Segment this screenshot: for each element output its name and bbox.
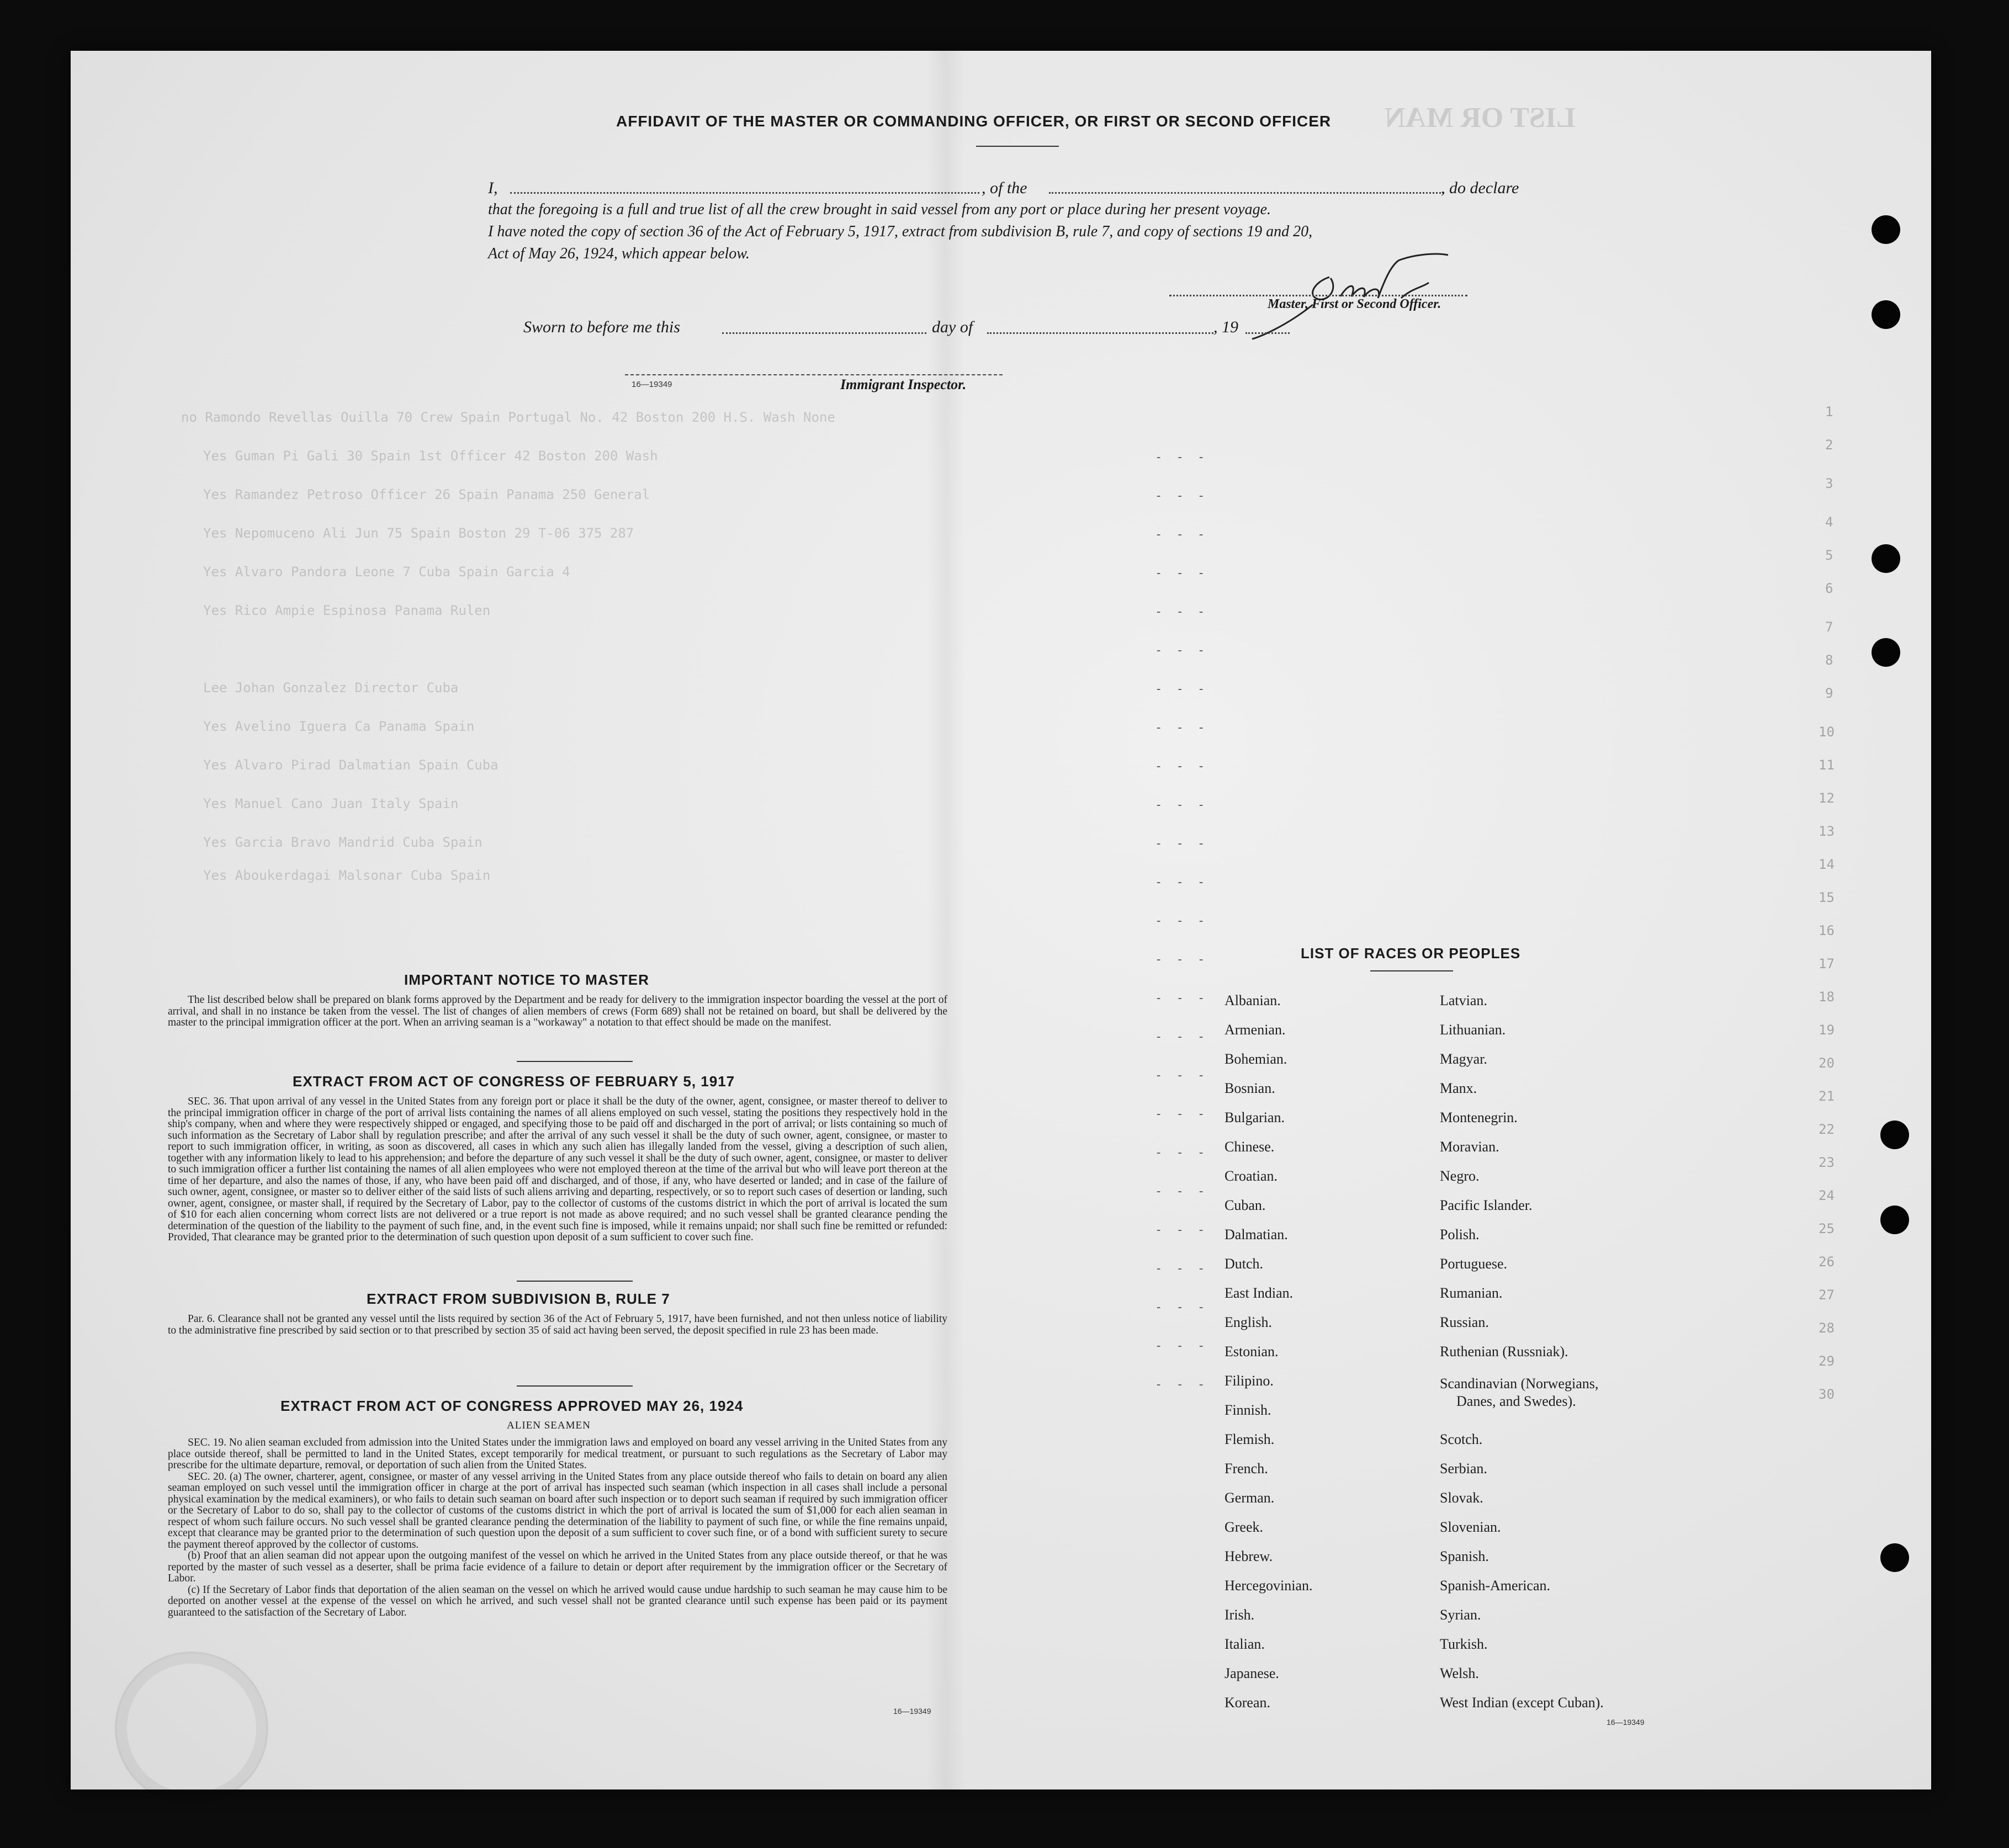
race-item: English.	[1225, 1314, 1272, 1330]
race-item: Bosnian.	[1225, 1080, 1275, 1096]
notice-body	[168, 995, 947, 1029]
race-item: East Indian.	[1225, 1285, 1294, 1301]
notice-paragraph: The list described below shall be prepared on blank forms approved by the Department and be ready for delivery to the immigration inspector boarding the vessel at the port of arrival, and shall in no instance be taken from the vessel. The list of changes of alien members of crews (Form 689) shall not be retained on board, but shall be delivered by the master to the principal immigration officer at the port. When an arriving seaman is a "workaway" a notation to that effect should be made on the manifest.	[168, 994, 947, 1028]
extract2-body	[168, 1314, 947, 1336]
notice-divider-2	[517, 1281, 633, 1282]
race-item: Welsh.	[1440, 1665, 1479, 1681]
affidavit-title: AFFIDAVIT OF THE MASTER OR COMMANDING OFFICER, OR FIRST OR SECOND OFFICER	[616, 113, 1332, 130]
race-item: Russian.	[1440, 1314, 1489, 1330]
race-item: Hercegovinian.	[1225, 1578, 1313, 1594]
race-item: Finnish.	[1225, 1402, 1271, 1418]
affidavit-body-line2: that the foregoing is a full and true list of all the crew brought in said vessel from any port or place during her present voyage.	[488, 201, 1271, 218]
race-item: Armenian.	[1225, 1022, 1286, 1038]
notice-title: IMPORTANT NOTICE TO MASTER	[404, 971, 649, 988]
race-item: Spanish.	[1440, 1548, 1489, 1564]
day-of-label: day of	[932, 318, 973, 336]
sworn-year-field[interactable]	[1245, 332, 1290, 334]
race-item: Flemish.	[1225, 1431, 1275, 1447]
race-item: Dutch.	[1225, 1256, 1264, 1272]
race-item: Turkish.	[1440, 1636, 1488, 1652]
race-item: French.	[1225, 1461, 1268, 1477]
races-form-number: 16—19349	[1607, 1718, 1645, 1727]
race-item: Croatian.	[1225, 1168, 1278, 1184]
extract3-body	[168, 1437, 947, 1618]
race-item: Slovenian.	[1440, 1519, 1501, 1535]
race-item: Montenegrin.	[1440, 1109, 1518, 1125]
embossed-seal	[115, 1651, 268, 1805]
extract2-title: EXTRACT FROM SUBDIVISION B, RULE 7	[367, 1291, 670, 1307]
vessel-name-field[interactable]	[1049, 192, 1444, 194]
affidavit-i: I,	[488, 179, 498, 197]
year-label: , 19	[1213, 318, 1238, 336]
document-sheet: LIST OR MAN AFFIDAVIT OF THE MASTER OR COMMANDING OFFICER, OR FIRST OR SECOND OFFICER I, , of the , do declare that the foregoing is a full and true list of all the crew brought in said vessel from any port or place during her present voyage. I have noted the copy of section 36 of the Act of February 5, 1917, extract from subdivision B, rule 7, and copy of sections 19 and 20, Act of May 26, 1924, which appear below. Master, First or Second Officer. Sworn to before me this day of , 19 16—19349 Immigrant Inspector. no Ramondo Revellas Ouilla 70 Crew Spain Portugal No. 42 Boston 200 H.S. Wash None Yes Guman Pi Gali 30 Spain 1st Officer 42 Boston 200 Wash Yes Ramandez Petroso Officer 26 Spain Panama 250 General Yes Nepomuceno Ali Jun 75 Spain Boston 29 T-06 375 287 Yes Alvaro Pandora Leone 7 Cuba Spain Garcia 4 Yes Rico Ampie Espinosa Panama Rulen Lee Johan Gonzalez Director Cuba Yes Avelino Iguera Ca Panama Spain Yes Alvaro Pirad Dalmatian Spain Cuba Yes Manuel Cano Juan Italy Spain Yes Garcia Bravo Mandrid Cuba Spain Yes Aboukerdagai Malsonar Cuba Spain 1 2 3 4 5 6 7 8 9 10 11 12 13 14 15 16 17 18 19 20 21 22 23 24 25 26 27 28 29 30 - - - - - - - - - - - - - - - - - - - - - - - - - - - - - - - - - - - - - - - - - - - - - - - - - - - - - - - - - - - - - - - - - - - - - - - - - - - IMPORTANT NOTICE TO MASTER The list described below shall be prepared on blank forms approved by the Department and be ready for delivery to the immigration inspector boarding the vessel at the port of arrival, and shall in no instance be taken from the vessel. The list of changes of alien members of crews (Form 689) shall not be retained on board, but shall be delivered by the master to the principal immigration officer at the port. When an arriving seaman is a "workaway" a notation to that effect should be made on the manifest. EXTRACT FROM ACT OF CONGRESS OF FEBRUARY 5, 1917 SEC. 36. That upon arrival of any vessel in the United States from any foreign port or place it shall be the duty of the owner, agent, consignee, or master thereof to deliver to the principal immigration officer in charge of the port of arrival lists containing the names of all aliens employed on such vessel, stating the positions they respectively hold in the ship's company, when and where they were respectively shipped or engaged, and specifying those to be paid off and discharged in the port of arrival; or lists containing so much of such information as the Secretary of Labor shall by regulation prescribe; and after the arrival of any such vessel it shall be the duty of such owner, agent, consignee, or master to report to such immigration officer, in writing, as soon as discovered, all cases in which any such alien has illegally landed from the vessel, giving a description of such alien, together with any information likely to lead to his apprehension; and before the departure of any such vessel it shall be the duty of such owner, agent, consignee, or master to deliver to such immigration officer a further list containing the names of all alien employees who were not employed thereon at the time of the arrival but who will leave port thereon at the time of her departure, and also the names of those, if any, who have been paid off and discharged, and of those, if any, who have deserted or landed; and in case of the failure of such owner, agent, consignee, or master so to deliver either of the said lists of such aliens arriving and departing, respectively, or so to report such cases of desertion or landing, such owner, agent, consignee, or master shall, if required by the Secretary of Labor, pay to the collector of customs of the customs district in which the port of arrival is located the sum of $10 for each alien concerning whom correct lists are not delivered or a true report is not made as above required; and no such vessel shall be granted clearance pending the determination of the question of the liability to the payment of such fine, and, in the event such fine is imposed, while it remains unpaid; nor shall such fine be remitted or refunded: Provided, That clearance may be granted prior to the determination of such question upon deposit of a sum sufficient to cover such fine. EXTRACT FROM SUBDIVISION B, RULE 7 Par. 6. Clearance shall not be granted any vessel until the lists required by section 36 of the Act of February 5, 1917, have been furnished, and not then unless notice of liability to the administrative fine prescribed by said section or to that prescribed by section 35 of said act having been served, the deposit specified in rule 23 has been made. EXTRACT FROM ACT OF CONGRESS APPROVED MAY 26, 1924 ALIEN SEAMEN SEC. 19. No alien seaman excluded from admission into the United States under the immigration laws and employed on board any vessel arriving in the United States from any place outside thereof, shall be permitted to land in the United States, except temporarily for medical treatment, or pursuant to such regulations as the Secretary of Labor may prescribe for the ultimate departure, removal, or deportation of such alien from the United States. SEC. 20. (a) The owner, charterer, agent, consignee, or master of any vessel arriving in the United States from any place outside thereof who fails to detain on board any alien seaman employed on such vessel until the immigration officer in charge at the port of arrival has inspected such seaman (which inspection in all cases shall include a personal physical examination by the medical examiners), or who fails to detain such seaman on board after such inspection or to deport such seaman if required by such immigration officer or the Secretary of Labor to do so, shall pay to the collector of customs of the customs district in which the port of arrival is located the sum of $1,000 for each alien seaman in respect of whom such failure occurs. No such vessel shall be granted clearance pending the determination of the liability to payment of such fine, or while the fine remains unpaid, except that clearance may be granted prior to the determination of such question upon the deposit of a sum sufficient to cover such fine, or of a bond with sufficient surety to secure the payment thereof approved by the collector of customs. (b) Proof that an alien seaman did not appear upon the outgoing manifest of the vessel on which he arrived in the United States from any place outside thereof, or that he was reported by the master of such vessel as a deserter, shall be prima facie evidence of a failure to detain or deport after requirement by the immigration officer or the Secretary of Labor. (c) If the Secretary of Labor finds that deportation of the alien seaman on the vessel on which he arrived would cause undue hardship to such seaman he may cause him to be deported on another vessel at the expense of the vessel on which he arrived, and such vessel shall not be granted clearance until such expense has been paid or its payment guaranteed to the satisfaction of the Secretary of Labor. 16—19349 LIST OF RACES OR PEOPLES Albanian. Armenian. Bohemian. Bosnian. Bulgarian. Chinese. Croatian. Cuban. Dalmatian. Dutch. East Indian. English. Estonian. Filipino. Finnish. Flemish. French. German. Greek. Hebrew. Hercegovinian. Irish. Italian. Japanese. Korean. Latvian. Lithuanian. Magyar. Manx. Montenegrin. Moravian. Negro. Pacific Islander. Polish. Portuguese. Rumanian. Russian. Ruthenian (Russniak). Scandinavian (Norwegians, Danes, and Swedes). Scotch. Serbian. Slovak. Slovenian. Spanish. Spanish-American. Syrian. Turkish. Welsh. West Indian (except Cuban). 16—19349	[71, 51, 1931, 1789]
race-item: Italian.	[1225, 1636, 1265, 1652]
race-item: Portuguese.	[1440, 1256, 1508, 1272]
race-item: Filipino.	[1225, 1373, 1274, 1389]
race-item: Korean.	[1225, 1695, 1271, 1711]
extract3-title: EXTRACT FROM ACT OF CONGRESS APPROVED MAY 26, 1924	[280, 1398, 744, 1414]
extract1-title: EXTRACT FROM ACT OF CONGRESS OF FEBRUARY 5, 1917	[293, 1073, 735, 1090]
signature-line	[1169, 295, 1467, 296]
race-item: Lithuanian.	[1440, 1022, 1506, 1038]
race-item: Pacific Islander.	[1440, 1197, 1533, 1213]
race-item: Rumanian.	[1440, 1285, 1503, 1301]
extract1-paragraph: SEC. 36. That upon arrival of any vessel in the United States from any foreign port or place it shall be the duty of the owner, agent, consignee, or master thereof to deliver to the principal immigration officer in charge of the port of arrival lists containing the names of all aliens employed on such vessel, stating the positions they respectively hold in the ship's company, when and where they were respectively shipped or engaged, and specifying those to be paid off and discharged in the port of arrival; or lists containing so much of such information as the Secretary of Labor shall by regulation prescribe; and after the arrival of any such vessel it shall be the duty of such owner, agent, consignee, or master to report to such immigration officer, in writing, as soon as discovered, all cases in which any such alien has illegally landed from the vessel, giving a description of such alien, together with any information likely to lead to his apprehension; and before the departure of any such vessel it shall be the duty of such owner, agent, consignee, or master to deliver to such immigration officer a further list containing the names of all alien employees who were not employed thereon at the time of the arrival but who will leave port thereon at the time of her departure, and also the names of those, if any, who have been paid off and discharged, and of those, if any, who have deserted or landed; and in case of the failure of such owner, agent, consignee, or master so to deliver either of the said lists of such aliens arriving and departing, respectively, or so to report such cases of desertion or landing, such owner, agent, consignee, or master shall, if required by the Secretary of Labor, pay to the collector of customs of the customs district in which the port of arrival is located the sum of $10 for each alien concerning whom correct lists are not delivered or a true report is not made as above required; and no such vessel shall be granted clearance pending the determination of the question of the liability to the payment of such fine, and, in the event such fine is imposed, while it remains unpaid; nor shall such fine be remitted or refunded: Provided, That clearance may be granted prior to the determination of such question upon deposit of a sum sufficient to cover such fine.	[168, 1096, 947, 1243]
notice-divider-3	[517, 1385, 633, 1387]
affidavit-body-line3: I have noted the copy of section 36 of the Act of February 5, 1917, extract from subdivision B, rule 7, and copy of sections 19 and 20,	[488, 223, 1313, 240]
extract2-paragraph: Par. 6. Clearance shall not be granted any vessel until the lists required by section 36 of the Act of February 5, 1917, have been furnished, and not then unless notice of liability to the administrative fine prescribed by said section or to that prescribed by section 35 of said act having been served, the deposit specified in rule 23 has been made.	[168, 1313, 947, 1336]
race-item: German.	[1225, 1490, 1275, 1506]
race-item: Bohemian.	[1225, 1051, 1287, 1067]
race-item: Chinese.	[1225, 1139, 1275, 1155]
race-item: Moravian.	[1440, 1139, 1499, 1155]
master-signature	[1247, 244, 1534, 343]
affidavit-of-the: , of the	[982, 179, 1027, 197]
race-item: Dalmatian.	[1225, 1226, 1288, 1242]
race-item: Scandinavian (Norwegians,	[1440, 1376, 1599, 1392]
inspector-label: Immigrant Inspector.	[840, 376, 967, 392]
race-item: Slovak.	[1440, 1490, 1483, 1506]
affidavit-body-line4: Act of May 26, 1924, which appear below.	[488, 245, 750, 262]
race-item: Japanese.	[1225, 1665, 1279, 1681]
races-title: LIST OF RACES OR PEOPLES	[1301, 945, 1521, 962]
race-item: Ruthenian (Russniak).	[1440, 1343, 1568, 1360]
race-item: Latvian.	[1440, 992, 1487, 1008]
race-item: Serbian.	[1440, 1461, 1487, 1477]
extract3-paragraph-2: SEC. 20. (a) The owner, charterer, agent, consignee, or master of any vessel arriving in the United States from any place outside thereof who fails to detain on board any alien seaman employed on such vessel until the immigration officer in charge at the port of arrival has inspected such seaman (which inspection in all cases shall include a personal physical examination by the medical examiners), or who fails to detain such seaman on board after such inspection or to deport such seaman if required by such immigration officer or the Secretary of Labor to do so, shall pay to the collector of customs of the customs district in which the port of arrival is located the sum of $1,000 for each alien seaman in respect of whom such failure occurs. No such vessel shall be granted clearance pending the determination of the liability to payment of such fine, or while the fine remains unpaid, except that clearance may be granted prior to the determination of such question upon the deposit of a sum sufficient to cover such fine, or of a bond with sufficient surety to secure the payment thereof approved by the collector of customs.	[168, 1470, 947, 1550]
race-item: Spanish-American.	[1440, 1578, 1551, 1594]
extract3-paragraph-1: SEC. 19. No alien seaman excluded from admission into the United States under the immigration laws and employed on board any vessel arriving in the United States from any place outside thereof, shall be permitted to land in the United States, except temporarily for medical treatment, or pursuant to such regulations as the Secretary of Labor may prescribe for the ultimate departure, removal, or deportation of such alien from the United States.	[168, 1437, 947, 1471]
extract3-paragraph-4: (c) If the Secretary of Labor finds that deportation of the alien seaman on the vessel on which he arrived would cause undue hardship to such seaman he may cause him to be deported on another vessel at the expense of the vessel on which he arrived, and such vessel shall not be granted clearance until such expense has been paid or its payment guaranteed to the satisfaction of the Secretary of Labor.	[168, 1584, 947, 1618]
inspector-signature-line	[625, 374, 1003, 375]
notice-form-number: 16—19349	[893, 1707, 931, 1716]
race-item: Syrian.	[1440, 1607, 1481, 1623]
race-item: Negro.	[1440, 1168, 1480, 1184]
extract3-paragraph-3: (b) Proof that an alien seaman did not appear upon the outgoing manifest of the vessel on which he arrived in the United States from any place outside thereof, or that he was reported by the master of such vessel as a deserter, shall be prima facie evidence of a failure to detain or deport after requirement by the immigration officer or the Secretary of Labor.	[168, 1550, 947, 1584]
extract1-body	[168, 1096, 947, 1244]
race-item: Albanian.	[1225, 992, 1281, 1008]
bleedthrough-header: LIST OR MAN	[1385, 102, 1576, 134]
race-item: Hebrew.	[1225, 1548, 1273, 1564]
race-item: Manx.	[1440, 1080, 1477, 1096]
affidavit-title-rule	[976, 146, 1059, 147]
race-item: Bulgarian.	[1225, 1109, 1285, 1125]
race-item: Cuban.	[1225, 1197, 1266, 1213]
race-item: Polish.	[1440, 1226, 1480, 1242]
notice-divider-1	[517, 1061, 633, 1062]
race-item: Greek.	[1225, 1519, 1264, 1535]
race-item: Danes, and Swedes).	[1456, 1393, 1576, 1409]
race-item: Magyar.	[1440, 1051, 1487, 1067]
affidavit-do-declare: , do declare	[1441, 179, 1519, 197]
affidavit-form-number: 16—19349	[632, 380, 672, 389]
races-title-rule	[1370, 970, 1453, 971]
extract3-subtitle: ALIEN SEAMEN	[507, 1420, 591, 1431]
race-item: Scotch.	[1440, 1431, 1483, 1447]
race-item: Estonian.	[1225, 1343, 1279, 1360]
sworn-day-field[interactable]	[722, 332, 926, 334]
race-item: West Indian (except Cuban).	[1440, 1695, 1604, 1711]
master-name-field[interactable]	[510, 192, 979, 194]
sworn-month-field[interactable]	[987, 332, 1213, 334]
race-item: Irish.	[1225, 1607, 1255, 1623]
signature-caption: Master, First or Second Officer.	[1268, 297, 1441, 311]
sworn-label: Sworn to before me this	[523, 318, 680, 336]
